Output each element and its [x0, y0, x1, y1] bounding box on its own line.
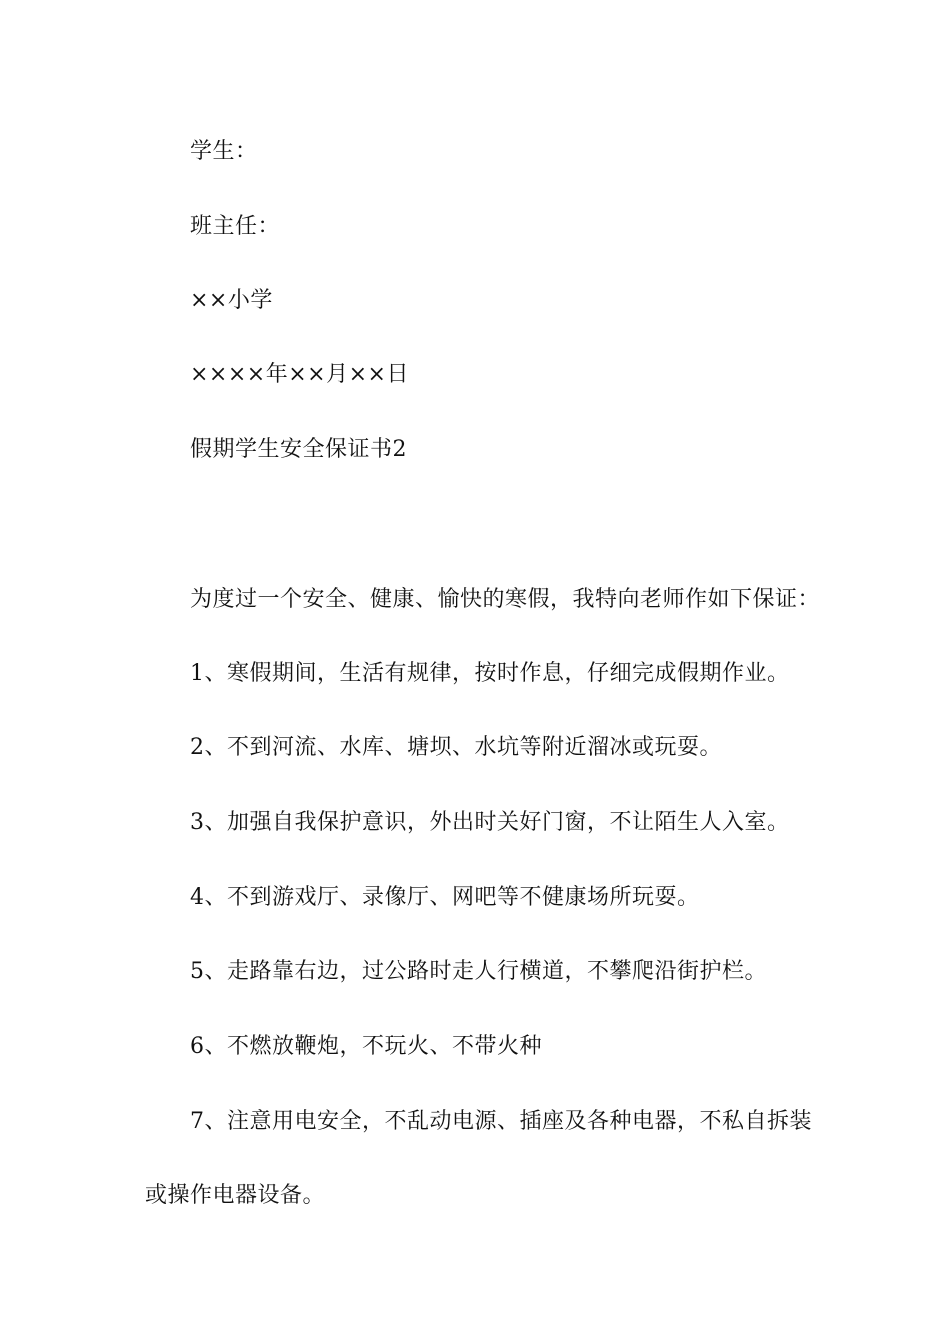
section-title: 假期学生安全保证书2: [190, 437, 407, 462]
list-item: 7、注意用电安全，不乱动电源、插座及各种电器，不私自拆装: [190, 1109, 812, 1134]
teacher-signature-label: 班主任：: [190, 214, 281, 239]
list-item: 1、寒假期间，生活有规律，按时作息，仔细完成假期作业。: [190, 661, 790, 686]
student-signature-label: 学生：: [190, 139, 258, 164]
list-item-continuation: 或操作电器设备。: [145, 1183, 326, 1208]
list-item: 6、不燃放鞭炮，不玩火、不带火种: [190, 1034, 542, 1059]
intro-paragraph: 为度过一个安全、健康、愉快的寒假，我特向老师作如下保证：: [190, 587, 821, 612]
list-item: 2、不到河流、水库、塘坝、水坑等附近溜冰或玩耍。: [190, 735, 722, 760]
list-item: 3、加强自我保护意识，外出时关好门窗，不让陌生人入室。: [190, 810, 790, 835]
list-item: 5、走路靠右边，过公路时走人行横道，不攀爬沿街护栏。: [190, 959, 767, 984]
signature-date: ××××年××月××日: [190, 362, 409, 387]
school-name: ××小学: [190, 288, 273, 313]
list-item: 4、不到游戏厅、录像厅、网吧等不健康场所玩耍。: [190, 885, 700, 910]
